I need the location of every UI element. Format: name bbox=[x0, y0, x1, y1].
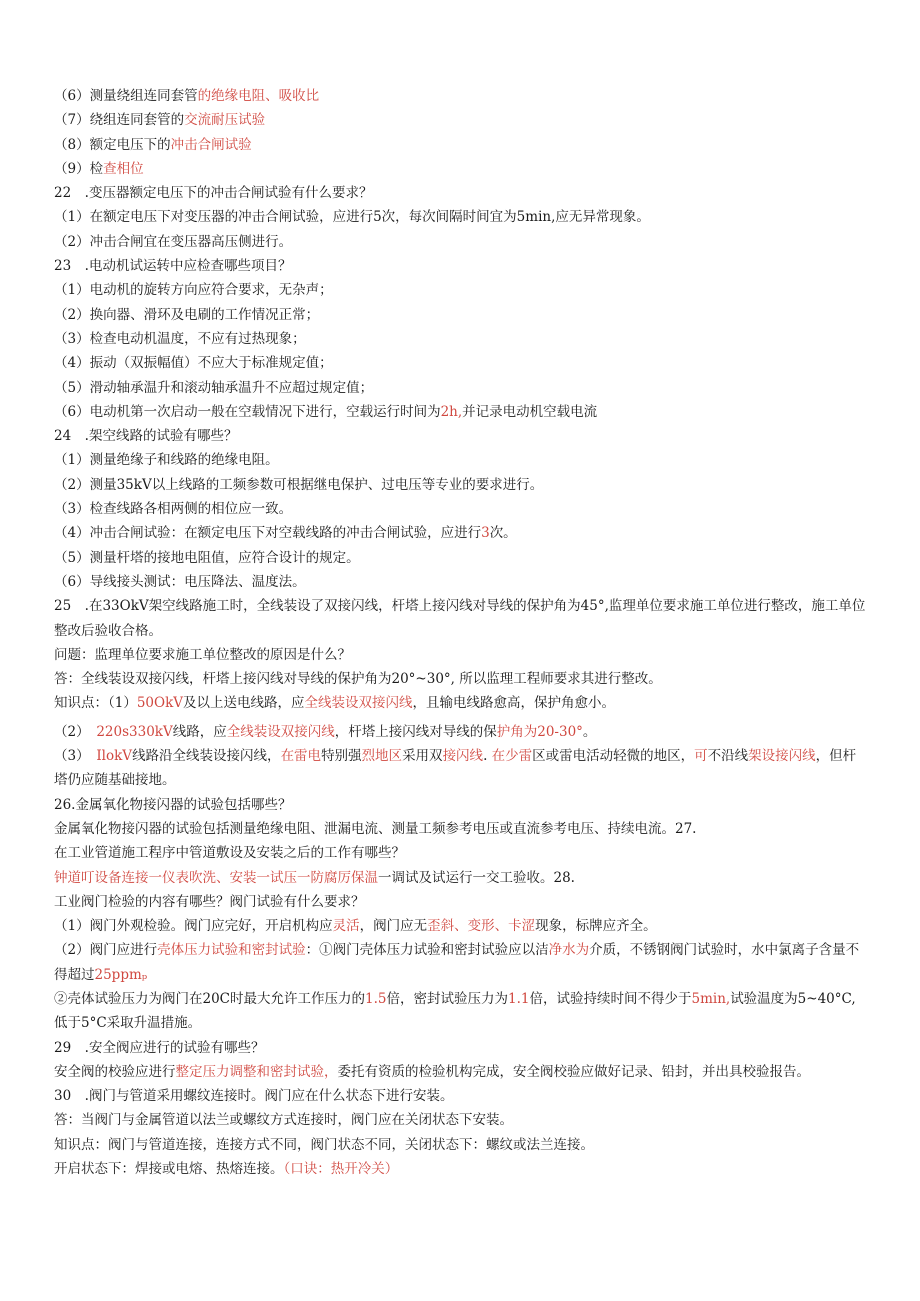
text-line bbox=[54, 1133, 866, 1157]
text-segment: 一调试及试运行一交工验收。28. bbox=[378, 869, 575, 886]
text-line bbox=[54, 521, 866, 545]
text-line bbox=[54, 546, 866, 570]
highlighted-text: 3 bbox=[481, 525, 490, 542]
text-line bbox=[54, 691, 866, 715]
text-segment: 。 bbox=[582, 723, 597, 740]
highlighted-text: 5min, bbox=[691, 990, 731, 1007]
text-segment: 29 .安全阀应进行的试验有哪些？ bbox=[54, 1039, 265, 1056]
text-segment: ②壳体试验压力为阀门在20C时最大允许工作压力的 bbox=[54, 990, 366, 1007]
text-segment: . bbox=[483, 748, 492, 765]
highlighted-text: 接闪线 bbox=[442, 748, 484, 765]
text-line bbox=[54, 254, 866, 278]
highlighted-text: 交流耐压试验 bbox=[184, 112, 266, 129]
text-line bbox=[54, 133, 866, 157]
text-segment: （7）绕组连同套管的 bbox=[54, 112, 185, 129]
highlighted-text: 25ppmₚ bbox=[94, 966, 148, 983]
text-segment: 安全阀的校验应进行 bbox=[54, 1063, 176, 1080]
text-line bbox=[54, 205, 866, 229]
text-line bbox=[54, 230, 866, 254]
text-line bbox=[54, 1157, 866, 1181]
text-segment: 开启状态下：焊接或电熔、热熔连接。 bbox=[54, 1161, 284, 1178]
text-segment: ，杆塔上接闪线对导线的保 bbox=[334, 723, 497, 740]
text-line bbox=[54, 108, 866, 132]
highlighted-text: 冲击合闸试验 bbox=[170, 136, 252, 153]
highlighted-text: 在少雷 bbox=[491, 748, 533, 765]
highlighted-text: 220s330kV bbox=[96, 723, 173, 740]
highlighted-text: 架设接闪线 bbox=[748, 748, 816, 765]
highlighted-text: 全线装设双接闪线 bbox=[304, 695, 413, 712]
text-line bbox=[54, 303, 866, 327]
text-segment: 问题：监理单位要求施工单位整改的原因是什么？ bbox=[54, 646, 351, 663]
text-segment: 现象，标牌应齐全。 bbox=[535, 918, 657, 935]
highlighted-text: 歪斜、变形、卡涩 bbox=[427, 918, 536, 935]
highlighted-text: 钟道叮设备连接一仪表吹洗、安装一试压一防腐厉保温 bbox=[54, 869, 378, 886]
text-line bbox=[54, 157, 866, 181]
text-segment: 工业阀门检验的内容有哪些？阀门试验有什么要求？ bbox=[54, 893, 365, 910]
highlighted-text: 灵活 bbox=[332, 918, 360, 935]
text-line bbox=[54, 1060, 866, 1084]
text-segment: 试验温度为5~40°C,低于5°C采取升温措施。 bbox=[54, 990, 856, 1032]
text-line bbox=[54, 327, 866, 351]
highlighted-text: 全线装设双接闪线 bbox=[226, 723, 335, 740]
text-line bbox=[54, 841, 866, 865]
text-line bbox=[54, 667, 866, 691]
text-segment: 24 .架空线路的试验有哪些？ bbox=[54, 428, 238, 445]
text-segment: （1）在额定电压下对变压器的冲击合闸试验，应进行5次，每次间隔时间宜为5min,应无异常现象。 bbox=[54, 209, 650, 226]
text-segment: ，且输电线路愈高，保护角愈小。 bbox=[412, 695, 616, 712]
text-segment: （1）电动机的旋转方向应符合要求，无杂声； bbox=[54, 282, 333, 299]
text-segment: （1）测量绝缘子和线路的绝缘电阻。 bbox=[54, 452, 279, 469]
text-segment: 在工业管道施工程序中管道敷设及安装之后的工作有哪些？ bbox=[54, 845, 405, 862]
text-line bbox=[54, 744, 866, 793]
highlighted-text: 查相位 bbox=[103, 160, 144, 177]
text-line bbox=[54, 570, 866, 594]
text-segment: 知识点：（1） bbox=[54, 695, 137, 712]
text-segment: 答：当阀门与金属管道以法兰或螺纹方式连接时，阀门应在关闭状态下安装。 bbox=[54, 1112, 513, 1129]
text-line bbox=[54, 793, 866, 817]
text-line bbox=[54, 473, 866, 497]
text-segment: 26.金属氧化物接闪器的试验包括哪些？ bbox=[54, 796, 292, 813]
text-line bbox=[54, 594, 866, 643]
text-line bbox=[54, 278, 866, 302]
text-segment: ，阀门应无 bbox=[359, 918, 428, 935]
text-segment: 区或雷电活动轻微的地区， bbox=[532, 748, 695, 765]
text-segment: 答：全线装设双接闪线，杆塔上接闪线对导线的保护角为20°~30°, 所以监理工程师要求其进行整改。 bbox=[54, 671, 662, 688]
text-segment: （1）阀门外观检验。阀门应完好，开启机构应 bbox=[54, 918, 333, 935]
text-line bbox=[54, 424, 866, 448]
document-page bbox=[54, 84, 866, 1181]
text-segment: ，但杆塔仍应随基础接地。 bbox=[54, 748, 857, 789]
text-segment: （3）检查电动机温度，不应有过热现象； bbox=[54, 330, 306, 347]
text-segment: （6）测量绕组连同套管 bbox=[54, 88, 198, 104]
text-segment: 采用双 bbox=[402, 748, 443, 765]
text-segment: 倍，密封试验压力为 bbox=[386, 990, 508, 1007]
highlighted-text: 在雷电 bbox=[280, 748, 322, 765]
text-segment: 30 .阀门与管道采用螺纹连接时。阀门应在什么状态下进行安装。 bbox=[54, 1088, 454, 1105]
text-line bbox=[54, 866, 866, 890]
highlighted-text: （口诀：热开冷关） bbox=[283, 1161, 399, 1178]
text-line bbox=[54, 1036, 866, 1060]
text-line bbox=[54, 817, 866, 841]
highlighted-text: 1.5 bbox=[365, 990, 387, 1007]
text-line bbox=[54, 938, 866, 987]
highlighted-text: 的绝缘电阻、吸收比 bbox=[197, 88, 320, 104]
text-segment: 倍，试验持续时间不得少于 bbox=[529, 990, 692, 1007]
text-line bbox=[54, 1108, 866, 1132]
text-line bbox=[54, 643, 866, 667]
text-segment: （5）滑动轴承温升和滚动轴承温升不应超过规定值； bbox=[54, 379, 374, 396]
text-line bbox=[54, 497, 866, 521]
text-segment: （3） bbox=[54, 748, 97, 765]
highlighted-text: 烈地区 bbox=[361, 748, 403, 765]
text-line bbox=[54, 351, 866, 375]
text-segment: 特别强 bbox=[321, 748, 362, 765]
text-segment: 介质，不锈钢阀门试验时，水中氯离子含量不得超过 bbox=[54, 942, 860, 983]
text-line bbox=[54, 84, 866, 108]
text-segment: （2） bbox=[54, 723, 97, 740]
text-segment: （4）振动（双振幅值）不应大于标准规定值； bbox=[54, 355, 333, 372]
text-line bbox=[54, 720, 866, 744]
highlighted-text: 2h, bbox=[440, 403, 463, 420]
text-segment: 线路，应 bbox=[172, 723, 227, 740]
text-segment: 22 .变压器额定电压下的冲击合闸试验有什么要求？ bbox=[54, 185, 373, 202]
text-segment: （2）测量35kV以上线路的工频参数可根据继电保护、过电压等专业的要求进行。 bbox=[54, 476, 544, 493]
text-line bbox=[54, 1084, 866, 1108]
text-segment: 并记录电动机空载电流 bbox=[462, 403, 598, 420]
text-segment: 23 .电动机试运转中应检查哪些项目？ bbox=[54, 258, 292, 275]
text-line bbox=[54, 400, 866, 424]
highlighted-text: 50OkV bbox=[136, 695, 184, 712]
text-segment: 委托有资质的检验机构完成，安全阀校验应做好记录、铅封，并出具校验报告。 bbox=[337, 1063, 810, 1080]
text-line bbox=[54, 914, 866, 938]
text-segment: 金属氧化物接闪器的试验包括测量绝缘电阻、泄漏电流、测量工频参考电压或直流参考电压、持续电流。27. bbox=[54, 820, 697, 837]
text-segment: （9）检 bbox=[54, 160, 104, 177]
text-line bbox=[54, 181, 866, 205]
highlighted-text: 壳体压力试验和密封试验 bbox=[157, 942, 306, 959]
text-segment: 不沿线 bbox=[707, 748, 749, 765]
text-segment: 知识点：阀门与管道连接，连接方式不同，阀门状态不同，关闭状态下：螺纹或法兰连接。 bbox=[54, 1136, 594, 1153]
text-segment: 次。 bbox=[489, 525, 517, 542]
highlighted-text: 整定压力调整和密封试验， bbox=[175, 1063, 338, 1080]
text-line bbox=[54, 376, 866, 400]
text-segment: （3）检查线路各相两侧的相位应一致。 bbox=[54, 501, 293, 518]
text-segment: 及以上送电线路，应 bbox=[183, 695, 305, 712]
text-line bbox=[54, 890, 866, 914]
highlighted-text: 1.1 bbox=[508, 990, 530, 1007]
highlighted-text: 护角为20-30° bbox=[496, 723, 583, 740]
text-segment: （6）导线接头测试：电压降法、温度法。 bbox=[54, 573, 306, 590]
text-segment: （2）阀门应进行 bbox=[54, 942, 158, 959]
text-segment: （6）电动机第一次启动一般在空载情况下进行，空载运行时间为 bbox=[54, 403, 441, 420]
text-segment: （2）冲击合闸宜在变压器高压侧进行。 bbox=[54, 233, 293, 250]
text-segment: （5）测量杆塔的接地电阻值，应符合设计的规定。 bbox=[54, 549, 360, 566]
highlighted-text: 可 bbox=[694, 748, 708, 765]
highlighted-text: IlokV bbox=[96, 748, 133, 765]
text-segment: （4）冲击合闸试验：在额定电压下对空载线路的冲击合闸试验，应进行 bbox=[54, 525, 482, 542]
text-segment: 线路沿全线装设接闪线， bbox=[132, 748, 281, 765]
text-segment: ：①阀门壳体压力试验和密封试验应以洁 bbox=[305, 942, 549, 959]
highlighted-text: 净水为 bbox=[548, 942, 590, 959]
text-line bbox=[54, 448, 866, 472]
text-segment: （8）额定电压下的 bbox=[54, 136, 171, 153]
text-segment: （2）换向器、滑环及电刷的工作情况正常； bbox=[54, 306, 320, 323]
text-line bbox=[54, 987, 866, 1036]
text-segment: 25 .在33OkV架空线路施工时，全线装设了双接闪线，杆塔上接闪线对导线的保护角为45°,监理单位要求施工单位进行整改，施工单位整改后验收合格。 bbox=[54, 598, 866, 639]
